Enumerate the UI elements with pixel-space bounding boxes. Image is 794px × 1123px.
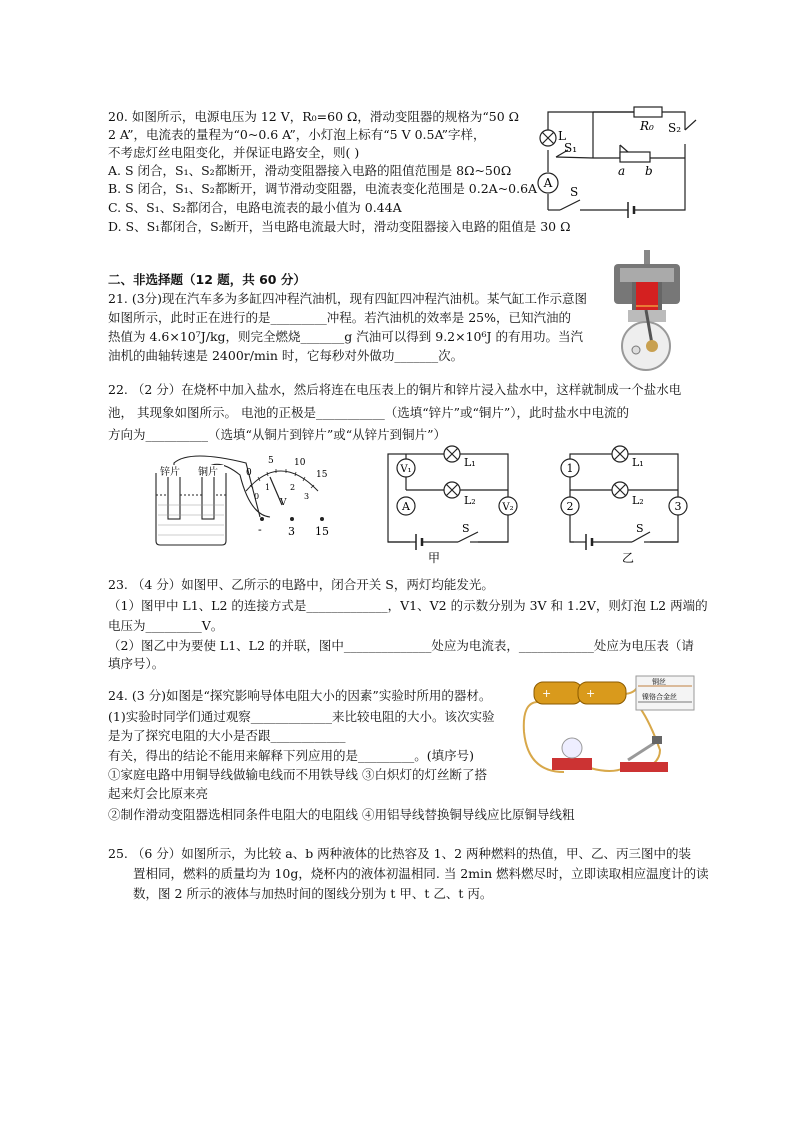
rheostat: [620, 152, 650, 162]
q20-line-1: 20. 如图所示，电源电压为 12 V，R₀=60 Ω，滑动变阻器的规格为“50 Ω: [108, 109, 520, 124]
q24-line-2: (1)实验时同学们通过观察_____________来比较电阻的大小。该次实验: [108, 709, 495, 724]
copper-plate-label: 铜片: [198, 467, 218, 478]
q20-line-2: 2 A”，电流表的量程为“0~0.6 A”，小灯泡上标有“5 V 0.5A”字样，: [108, 127, 486, 142]
q20-option-b: B. S 闭合，S₁、S₂都断开，调节滑动变阻器，电流表变化范围是 0.2A~0.6A: [108, 181, 538, 196]
q20-option-a: A. S 闭合，S₁、S₂都断开，滑动变阻器接入电路的阻值范围是 8Ω~50Ω: [108, 163, 512, 178]
lamp-label: L: [558, 129, 566, 143]
meter-unit: V: [280, 498, 287, 508]
v1-label: V₁: [400, 464, 412, 475]
nichrome-wire-label: 镍铬合金丝: [642, 693, 677, 701]
q20-line-3: 不考虑灯丝电阻变化，并保证电路安全，则( ): [108, 145, 360, 160]
svg-text:+: +: [542, 687, 552, 700]
q20-option-d: D. S、S₁都闭合，S₂断开，当电路电流最大时，滑动变阻器接入电路的阻值是 30 Ω: [108, 219, 571, 234]
meter-tick-inner-3: 3: [304, 492, 310, 501]
q24-line-5: ①家庭电路中用铜导线做输电线而不用铁导线 ③白炽灯的灯丝断了搭: [108, 767, 487, 782]
q25-line-2: 置相同，燃料的质量均为 10g，烧杯内的液体初温相同. 当 2min 燃料燃尽时，立即读取相应温度计的读: [133, 866, 709, 881]
q21-line-3: 热值为 4.6×10⁷J/kg，则完全燃烧_______g 汽油可以得到 9.2×10⁶J 的有用功。当汽: [108, 329, 583, 344]
q24-line-7: ②制作滑动变阻器选相同条件电阻大的电阻线 ④用铝导线替换铜导线应比原铜导线粗: [108, 807, 575, 822]
q21-line-2: 如图所示，此时正在进行的是_________冲程。若汽油机的效率是 25%，已知汽油的: [108, 310, 572, 325]
meter-tick-inner-2: 2: [290, 483, 296, 492]
meter-tick-outer-10: 10: [294, 458, 306, 468]
q22-line-1: 22. （2 分）在烧杯中加入盐水，然后将连在电压表上的铜片和锌片浸入盐水中，这样就制成一个盐水电: [108, 382, 682, 397]
q25-line-3: 数，图 2 所示的液体与加热时间的图线分别为 t 甲、t 乙、t 丙。: [133, 886, 493, 901]
section-title: 二、非选择题（12 题，共 60 分）: [108, 272, 306, 287]
q25-line-1: 25. （6 分）如图所示，为比较 a、b 两种液体的比热容及 1、2 两种燃料的热值，甲、乙、丙三图中的装: [108, 846, 692, 861]
q24-line-1: 24. (3 分)如图是“探究影响导体电阻大小的因素”实验时所用的器材。: [108, 688, 492, 703]
s2-label: S₂: [668, 121, 682, 135]
q21-line-4: 油机的曲轴转速是 2400r/min 时，它每秒对外做功_______次。: [108, 348, 464, 363]
meter-2-label: 2: [566, 500, 574, 513]
bulb-base: [552, 758, 592, 770]
l1-label: L₁: [464, 456, 476, 469]
zinc-plate-label: 锌片: [160, 467, 180, 478]
meter-tick-outer-15: 15: [316, 470, 328, 480]
meter-tick-outer-5: 5: [268, 456, 274, 466]
q24-line-6: 起来灯会比原来亮: [108, 786, 209, 801]
q23-line-5: 填序号）。: [108, 656, 165, 671]
combustion-chamber: [636, 282, 658, 300]
q22-line-3: 方向为__________（选填“从铜片到锌片”或“从锌片到铜片”）: [108, 427, 447, 442]
q24-line-3: 是为了探究电阻的大小是否跟____________: [108, 728, 346, 743]
q23-line-3: 电压为_________V。: [108, 618, 224, 633]
meter-3-label: 3: [674, 500, 682, 513]
terminal-negative: -: [258, 523, 262, 536]
q24-line-4: 有关，得出的结论不能用来解释下列应用的是_________。(填序号): [108, 748, 475, 763]
q20-circuit-diagram: [530, 100, 710, 215]
q22-line-2: 池， 其现象如图所示。 电池的正极是___________（选填“锌片”或“铜片”），此时盐水中电流的: [108, 405, 630, 420]
r0-resistor: [634, 107, 662, 117]
v2-label: V₂: [502, 502, 514, 513]
l2-label: L₂: [464, 494, 476, 507]
meter-tick-inner-0: 0: [254, 492, 260, 501]
jia-caption: 甲: [428, 551, 441, 565]
q21-line-1: 21. (3分)现在汽车多为多缸四冲程汽油机，现有四缸四冲程汽油机。某气缸工作示意图: [108, 291, 588, 306]
yi-caption: 乙: [622, 551, 635, 565]
yi-l2-label: L₂: [632, 494, 644, 507]
rheostat-b-label: b: [645, 164, 653, 178]
circuit-jia-diagram: [380, 446, 520, 564]
terminal-15: 15: [315, 525, 329, 538]
circuit-yi-diagram: [544, 446, 684, 564]
svg-text:+: +: [586, 687, 596, 700]
ammeter-label: A: [543, 176, 553, 190]
q20-option-c: C. S、S₁、S₂都闭合，电路电流表的最小值为 0.44A: [108, 200, 402, 215]
s1-label: S₁: [564, 141, 578, 155]
q23-line-4: （2）图乙中为要使 L1、L2 的并联，图中______________处应为电流表，____________处应为电压表（请: [108, 638, 694, 653]
terminal-3: 3: [288, 525, 295, 538]
switch-s-label: S: [570, 185, 579, 199]
salt-water-battery-figure: [150, 455, 350, 550]
meter-tick-inner-1: 1: [265, 483, 271, 492]
yi-switch-label: S: [636, 522, 644, 535]
q23-line-1: 23. （4 分）如图甲、乙所示的电路中，闭合开关 S，两灯均能发光。: [108, 577, 494, 592]
switch-base: [620, 762, 668, 772]
meter-1-label: 1: [566, 462, 574, 475]
q23-line-2: （1）图甲中 L1、L2 的连接方式是_____________，V1、V2 的示数分别为 3V 和 1.2V，则灯泡 L2 两端的: [108, 598, 708, 613]
yi-l1-label: L₁: [632, 456, 644, 469]
a-label: A: [402, 500, 410, 513]
engine-cylinder-figure: [608, 250, 688, 370]
bulb-icon: [562, 738, 582, 758]
meter-tick-outer-0: 0: [246, 468, 252, 478]
resistance-apparatus-figure: [520, 672, 696, 782]
rheostat-a-label: a: [618, 164, 626, 178]
jia-switch-label: S: [462, 522, 470, 535]
copper-wire-label: 铜丝: [652, 678, 666, 686]
r0-label: R₀: [640, 119, 654, 133]
